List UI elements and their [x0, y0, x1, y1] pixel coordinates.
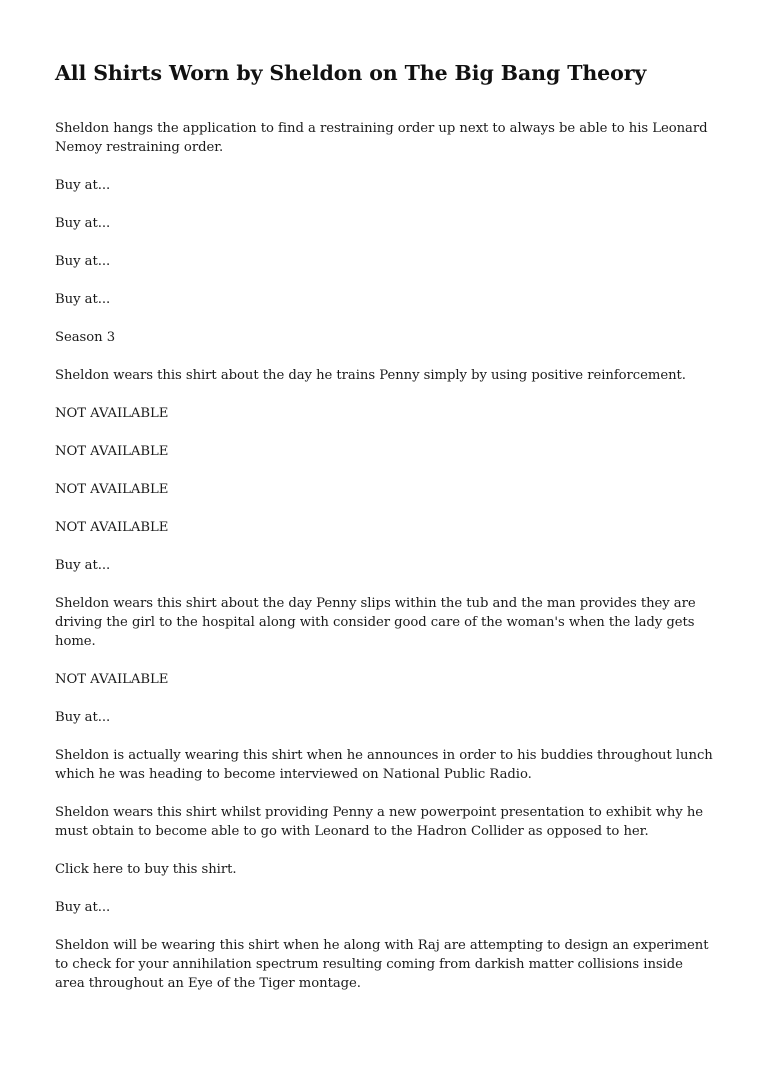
paragraph-click-here: Click here to buy this shirt.: [55, 862, 237, 877]
paragraph-positive-reinforcement: Sheldon wears this shirt about the day he trains Penny simply by using positive reinforcement.: [55, 368, 686, 383]
not-available-text: NOT AVAILABLE: [55, 444, 169, 459]
paragraph-hadron-collider: Sheldon wears this shirt whilst providing Penny a new powerpoint presentation to exhibit why he must obtain to become able to go with Leonard to the Hadron Collider as opposed to her.: [55, 805, 704, 839]
not-available-text: NOT AVAILABLE: [55, 482, 169, 497]
document-title: All Shirts Worn by Sheldon on The Big Bang Theory: [55, 61, 647, 85]
buy-at-text: Buy at...: [55, 558, 111, 573]
buy-at-text: Buy at...: [55, 292, 111, 307]
paragraph-public-radio: Sheldon is actually wearing this shirt when he announces in order to his buddies throughout lunch which he was heading to become interviewed on National Public Radio.: [55, 748, 713, 782]
not-available-text: NOT AVAILABLE: [55, 520, 169, 535]
document-page: [55, 58, 715, 1012]
paragraph-restraining-order: Sheldon hangs the application to find a restraining order up next to always be able to his Leonard Nemoy restraining order.: [55, 121, 708, 155]
buy-at-text: Buy at...: [55, 900, 111, 915]
not-available-text: NOT AVAILABLE: [55, 672, 169, 687]
paragraph-penny-tub: Sheldon wears this shirt about the day Penny slips within the tub and the man provides they are driving the girl to the hospital along with consider good care of the woman's when the lady gets home.: [55, 596, 696, 649]
season-heading: Season 3: [55, 330, 116, 345]
paragraph-tiger-montage: Sheldon will be wearing this shirt when he along with Raj are attempting to design an experiment to check for your annihilation spectrum resulting coming from darkish matter collisions inside area throughout an Eye of the Tiger montage.: [55, 938, 709, 991]
buy-at-text: Buy at...: [55, 254, 111, 269]
not-available-text: NOT AVAILABLE: [55, 406, 169, 421]
buy-at-text: Buy at...: [55, 178, 111, 193]
buy-at-text: Buy at...: [55, 216, 111, 231]
buy-at-text: Buy at...: [55, 710, 111, 725]
